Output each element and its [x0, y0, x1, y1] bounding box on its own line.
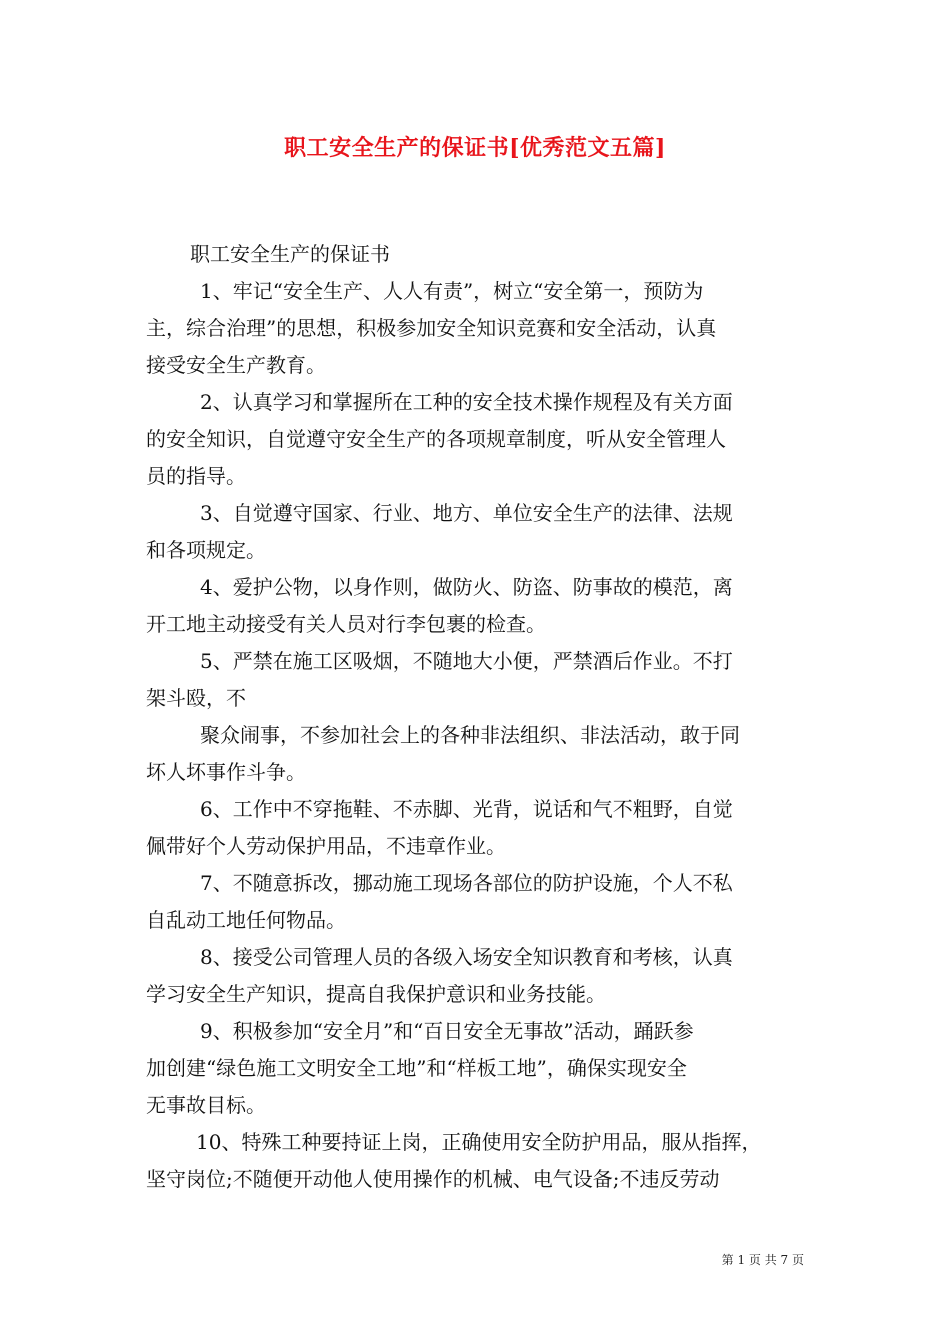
paragraph-line: 7、不随意拆改，挪动施工现场各部位的防护设施，个人不私: [200, 871, 733, 895]
paragraph-line: 接受安全生产教育。: [146, 353, 326, 377]
paragraph-line: 和各项规定。: [146, 538, 266, 562]
paragraph-line: 无事故目标。: [146, 1093, 266, 1117]
page-number-footer: 第 1 页 共 7 页: [721, 1253, 804, 1267]
paragraph-line: 聚众闹事，不参加社会上的各种非法组织、非法活动，敢于同: [200, 723, 740, 747]
paragraph-9: [146, 1013, 812, 1124]
paragraph-3: [146, 495, 812, 569]
paragraph-line: 8、接受公司管理人员的各级入场安全知识教育和考核，认真: [200, 945, 733, 969]
paragraph-2: [146, 384, 812, 495]
paragraph-line: 2、认真学习和掌握所在工种的安全技术操作规程及有关方面: [200, 390, 733, 414]
paragraph-line: 4、爱护公物，以身作则，做防火、防盗、防事故的模范，离: [200, 575, 733, 599]
paragraph-line: 坏人坏事作斗争。: [146, 760, 306, 784]
paragraph-line: 学习安全生产知识，提高自我保护意识和业务技能。: [146, 982, 606, 1006]
section-heading: 职工安全生产的保证书: [190, 242, 390, 266]
document-title: 职工安全生产的保证书[优秀范文五篇]: [284, 135, 666, 161]
paragraph-7: [146, 865, 812, 939]
document-body: [146, 236, 812, 1198]
paragraph-6: [146, 791, 812, 865]
paragraph-line: 9、积极参加“安全月”和“百日安全无事故”活动，踊跃参: [200, 1019, 694, 1043]
paragraph-line: 坚守岗位;不随便开动他人使用操作的机械、电气设备;不违反劳动: [146, 1167, 720, 1191]
paragraph-line: 自乱动工地任何物品。: [146, 908, 346, 932]
paragraph-line: 1、牢记“安全生产、人人有责”，树立“安全第一，预防为: [200, 279, 704, 303]
paragraph-line: 的安全知识，自觉遵守安全生产的各项规章制度，听从安全管理人: [146, 427, 726, 451]
paragraph-5-continued: [146, 717, 812, 791]
paragraph-line: 10、特殊工种要持证上岗，正确使用安全防护用品，服从指挥，: [196, 1130, 762, 1154]
paragraph-line: 佩带好个人劳动保护用品，不违章作业。: [146, 834, 506, 858]
paragraph-line: 6、工作中不穿拖鞋、不赤脚、光背，说话和气不粗野，自觉: [200, 797, 733, 821]
paragraph-line: 5、严禁在施工区吸烟，不随地大小便，严禁酒后作业。不打: [200, 649, 733, 673]
paragraph-5: [146, 643, 812, 717]
paragraph-line: 3、自觉遵守国家、行业、地方、单位安全生产的法律、法规: [200, 501, 733, 525]
paragraph-line: 加创建“绿色施工文明安全工地”和“样板工地”，确保实现安全: [146, 1056, 687, 1080]
paragraph-line: 开工地主动接受有关人员对行李包裹的检查。: [146, 612, 546, 636]
paragraph-line: 主，综合治理”的思想，积极参加安全知识竞赛和安全活动，认真: [146, 316, 717, 340]
paragraph-line: 架斗殴，不: [146, 686, 246, 710]
paragraph-10: [146, 1124, 812, 1198]
paragraph-8: [146, 939, 812, 1013]
paragraph-1: [146, 273, 812, 384]
paragraph-line: 员的指导。: [146, 464, 246, 488]
paragraph-4: [146, 569, 812, 643]
